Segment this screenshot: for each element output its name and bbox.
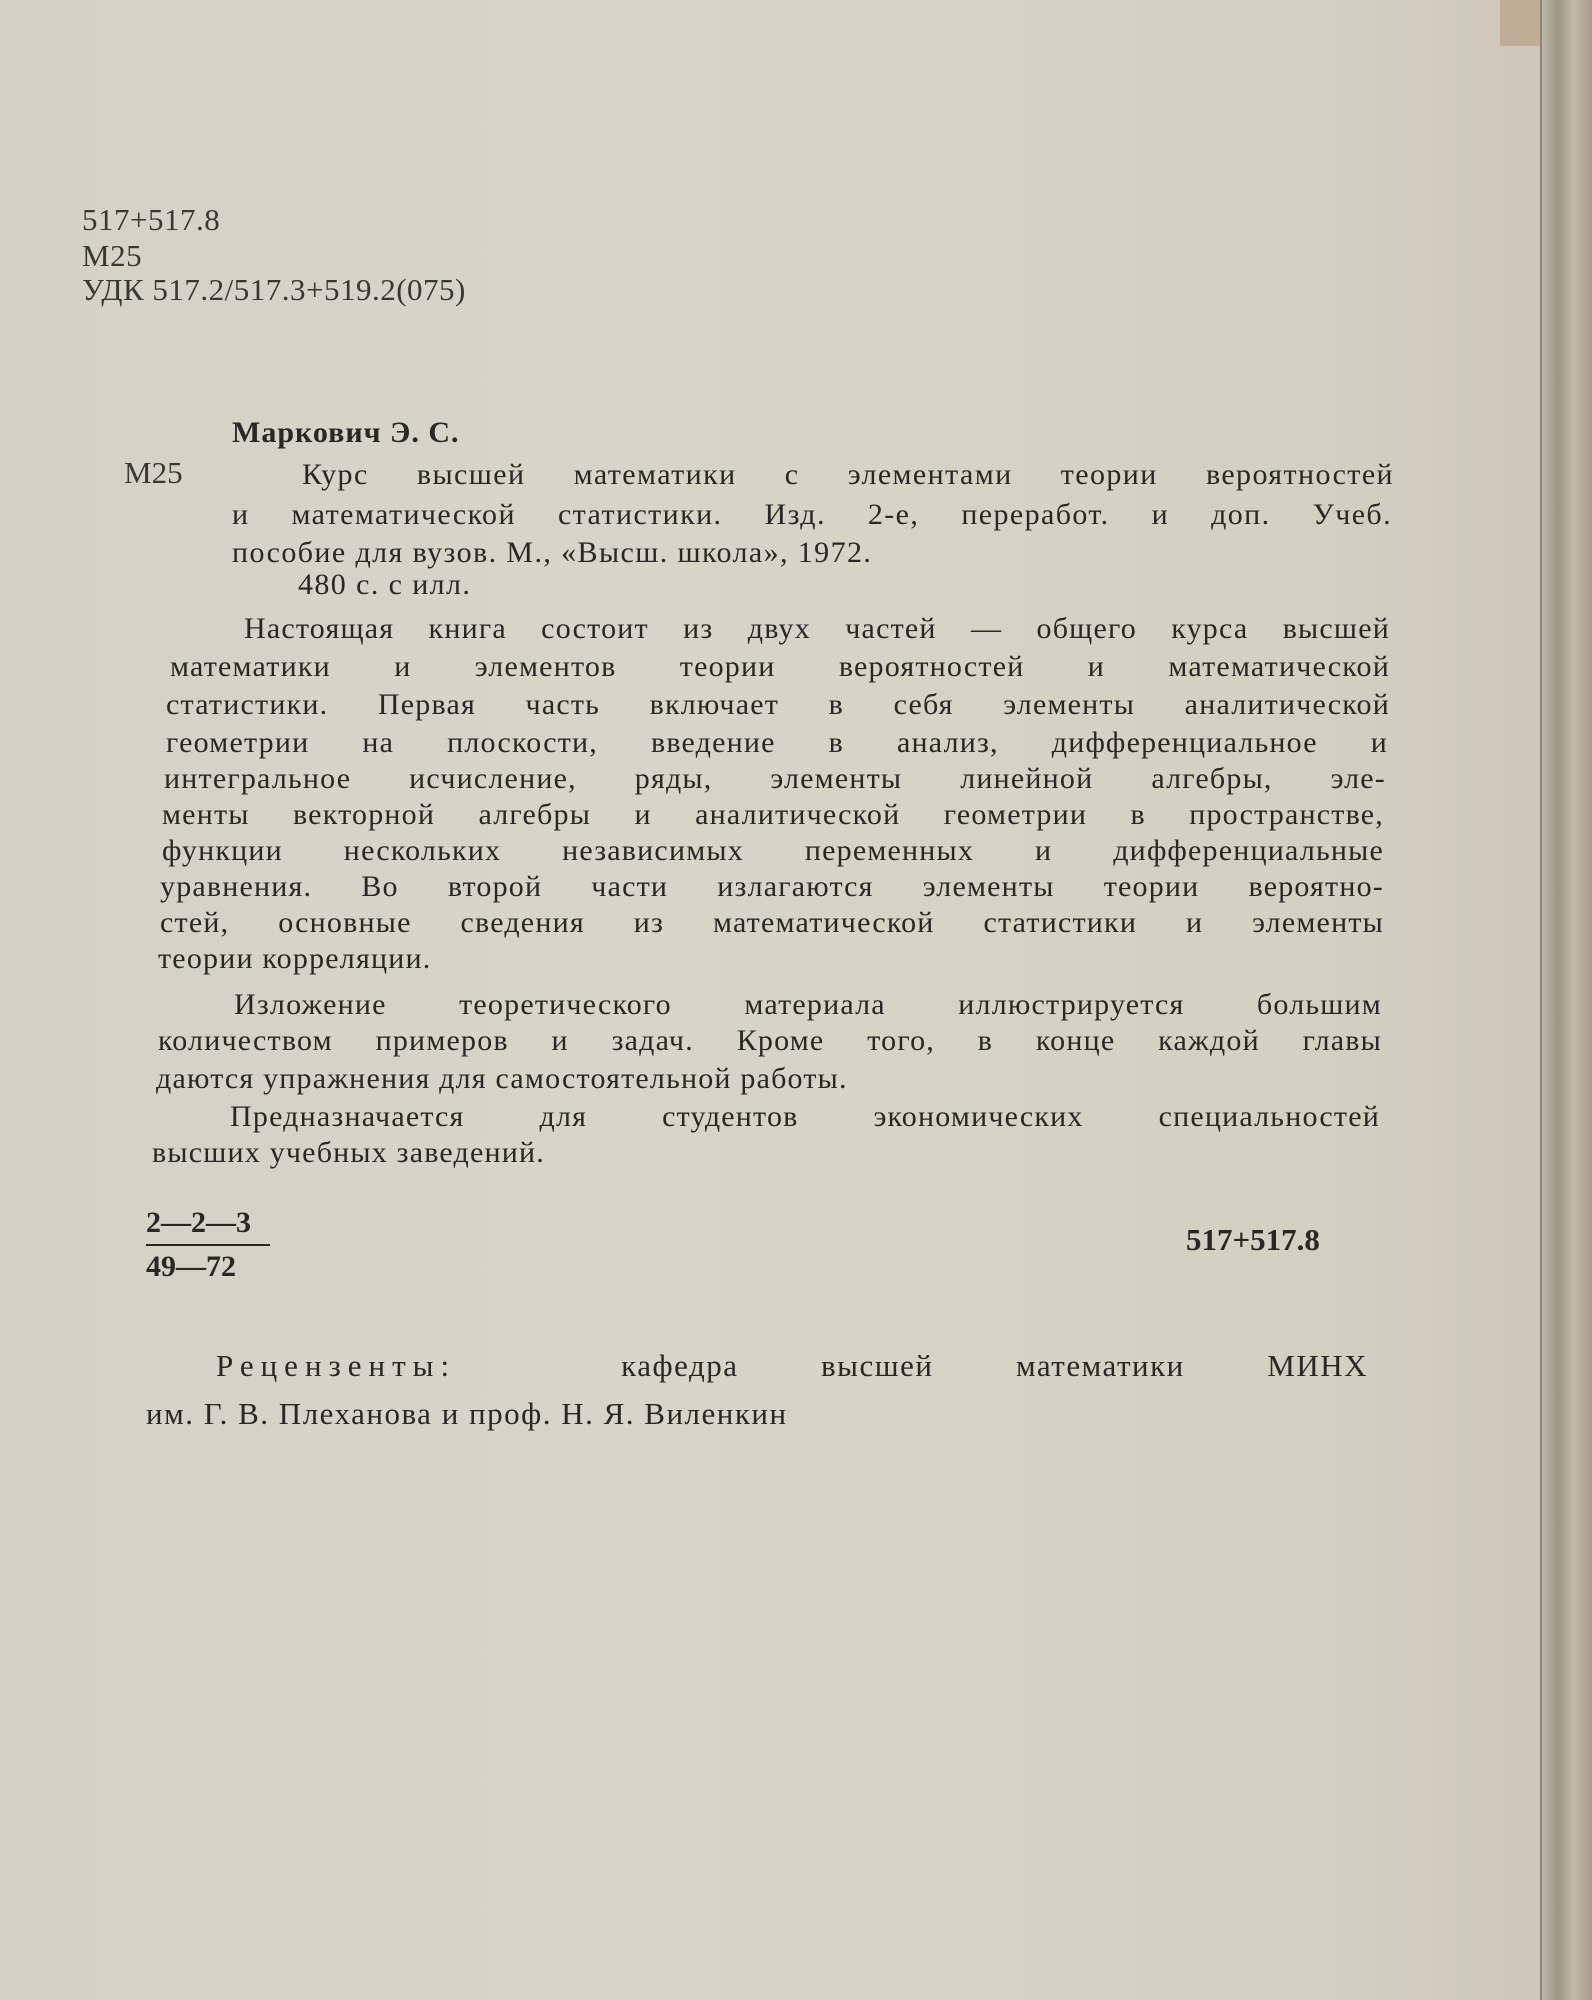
abstract-line: теории корреляции. — [158, 942, 432, 975]
abstract-line: функции нескольких независимых переменных и дифференциальные — [162, 834, 1384, 867]
reviewers-department: кафедра высшей математики МИНХ — [621, 1348, 1369, 1383]
bbk-code: 517+517.8 — [1186, 1222, 1320, 1257]
abstract-line: даются упражнения для самостоятельной работы. — [156, 1062, 848, 1095]
abstract-line: интегральное исчисление, ряды, элементы линейной алгебры, эле- — [164, 762, 1386, 795]
reviewers-label: Рецензенты: — [216, 1348, 457, 1383]
reviewers-line-2: им. Г. В. Плеханова и проф. Н. Я. Виленкин — [146, 1396, 788, 1431]
book-binding — [1540, 0, 1592, 2000]
fraction-numerator: 2—2—3 — [146, 1206, 270, 1246]
abstract-line: Изложение теоретического материала иллюстрируется большим — [234, 988, 1382, 1021]
abstract-line: Настоящая книга состоит из двух частей — общего курса высшей — [244, 612, 1390, 645]
title-line-2: и математической статистики. Изд. 2-е, переработ. и доп. Учеб. — [232, 498, 1392, 531]
abstract-line: статистики. Первая часть включает в себя элементы аналитической — [166, 688, 1390, 721]
fraction-denominator: 49—72 — [146, 1250, 236, 1283]
udc-code-line-1: 517+517.8 — [82, 202, 221, 237]
abstract-line: высших учебных заведений. — [152, 1136, 545, 1169]
abstract-line: стей, основные сведения из математической статистики и элементы — [160, 906, 1384, 939]
page-count: 480 с. с илл. — [298, 568, 472, 601]
author-name: Маркович Э. С. — [232, 416, 460, 449]
title-line-3: пособие для вузов. М., «Высш. школа», 1972. — [232, 536, 873, 569]
abstract-line: уравнения. Во второй части излагаются элементы теории вероятно- — [160, 870, 1384, 903]
reviewers-line-1 — [216, 1348, 1368, 1384]
udc-code-line-3: УДК 517.2/517.3+519.2(075) — [82, 272, 466, 307]
abstract-line: Предназначается для студентов экономических специальностей — [230, 1100, 1380, 1133]
abstract-line: менты векторной алгебры и аналитической геометрии в пространстве, — [162, 798, 1384, 831]
abstract-line: геометрии на плоскости, введение в анализ, дифференциальное и — [166, 726, 1388, 759]
publisher-code-fraction — [146, 1206, 276, 1284]
abstract-line: математики и элементов теории вероятностей и математической — [170, 650, 1390, 683]
catalog-mark: М25 — [124, 455, 183, 490]
title-line-1: Курс высшей математики с элементами теории вероятностей — [302, 458, 1394, 491]
abstract-line: количеством примеров и задач. Кроме того, в конце каждой главы — [158, 1024, 1382, 1057]
udc-code-line-2: М25 — [82, 238, 143, 273]
